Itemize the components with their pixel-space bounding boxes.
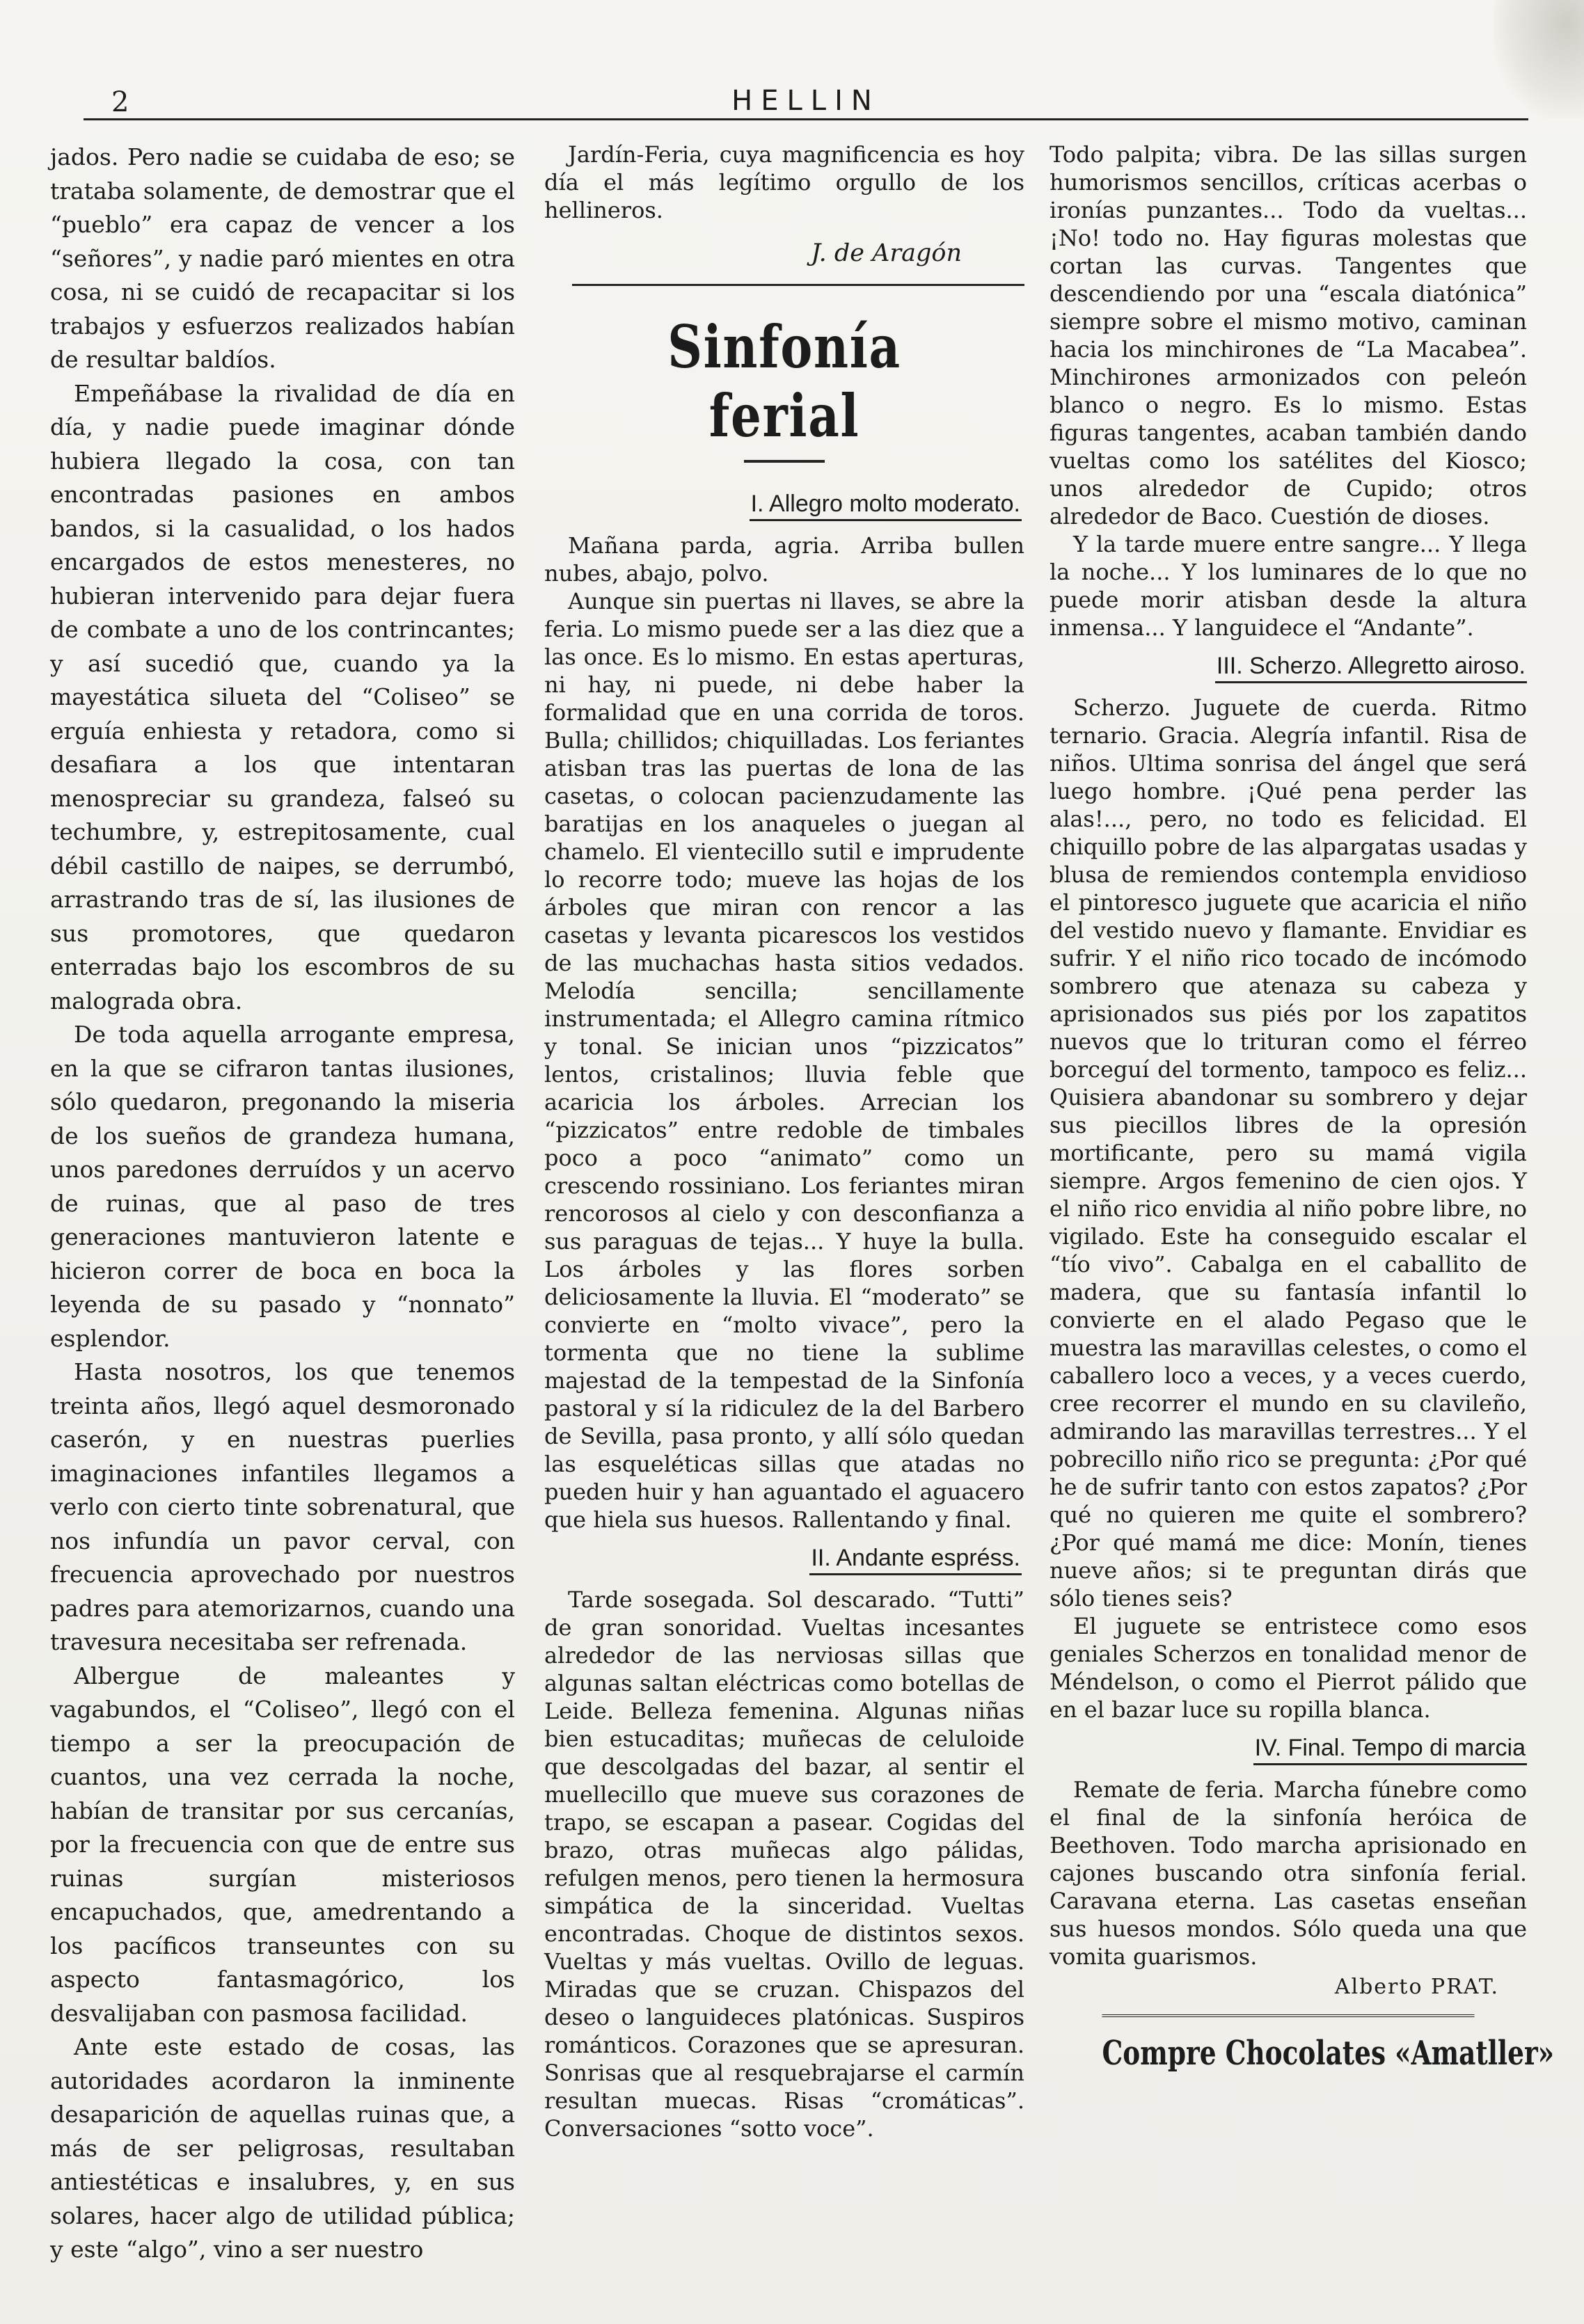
title-underline (744, 460, 825, 463)
running-head (84, 82, 1528, 124)
paragraph: jados. Pero nadie se cuidaba de eso; se trataba solamente, de demostrar que el “pueblo” era capaz de vencer a los “señores”, y nadie paró mientes en otra cosa, ni se cuidó de recapacitar si los trabajos y esfuerzos realizados habían de resultar baldíos. (50, 143, 515, 373)
page-number: 2 (111, 86, 129, 118)
column-2 (544, 141, 1024, 2142)
paragraph: Aunque sin puertas ni llaves, se abre la feria. Lo mismo puede ser a las diez que a las once. Es lo mismo. En estas aperturas, ni hay, ni puede, ni debe haber la formalidad que en una corrida de toros. Bulla; chillidos; chiquilladas. Los feriantes atisban tras las puertas de lona de las casetas, o colocan pacienzudamente las baratijas en los anaqueles o juegan al chamelo. El vientecillo sutil e imprudente lo recorre todo; mueve las hojas de los árboles que miran con rencor a las casetas y levanta picarescos los vestidos de las muchachas hasta sitios vedados. Melodía sencilla; sencillamente instrumentada; el Allegro camina rítmico y tonal. Se inician unos “pizzicatos” lentos, cristalinos; lluvia feble que acaricia los árboles. Arrecian los “pizzicatos” entre redoble de timbales poco a poco “animato” como un crescendo rossiniano. Los feriantes miran rencorosos al cielo y con desconfianza a sus paraguas de tejas... Y huye la bulla. Los árboles y las flores sorben deliciosamente la lluvia. El “moderato” se convierte en “molto vivace”, pero la tormenta que no tiene la sublime majestad de la tempestad de la Sinfonía pastoral y sí la ridiculez de la del Barbero de Sevilla, pasa pronto, y allí sólo quedan las esqueléticas sillas que atadas no pueden huir y han aguantado el aguacero que hiela sus huesos. Rallentando y final. (544, 588, 1024, 1533)
column-1 (50, 141, 515, 2267)
column-3 (1050, 141, 1555, 2073)
paragraph: Empeñábase la rivalidad de día en día, y nadie puede imaginar dónde hubiera llegado la cosa, con tan encontradas pasiones en ambos bandos, si la casualidad, o los hados encargados de estos menesteres, no hubieran intervenido para dejar fuera de combate a uno de los contrincantes; y así sucedió que, cuando ya la mayestática silueta del “Coliseo” se erguía enhiesta y retadora, como si desafiara a los que intentaran menospreciar su grandeza, falseó su techumbre, y, estrepitosamente, cual débil castillo de naipes, se derrumbó, arrastrando tras de sí, las ilusiones de sus promotores, que quedaron enterradas bajo los escombros de su malograda obra. (50, 379, 515, 1014)
paragraph: Tarde sosegada. Sol descarado. “Tutti” de gran sonoridad. Vueltas incesantes alrededor de las nerviosas sillas que algunas saltan eléctricas como botellas de Leide. Belleza femenina. Algunas niñas bien estucaditas; muñecas de celuloide que descolgadas del bazar, al sentir el muellecillo que mueve sus corazones de trapo, se escapan a pasear. Cogidas del brazo, otras muñecas algo pálidas, refulgen menos, pero tienen la hermosura simpática de la sinceridad. Vueltas encontradas. Choque de distintos sexos. Vueltas y más vueltas. Ovillo de leguas. Miradas que se cruzan. Chispazos del deseo o languideces platónicas. Suspiros románticos. Corazones que se apresuran. Sonrisas que al resquebrajarse el carmín resultan muecas. Risas “cromáticas”. Conversaciones “sotto voce”. (544, 1586, 1024, 2142)
movement-heading-2: II. Andante espréss. (544, 1545, 1022, 1575)
paragraph: De toda aquella arrogante empresa, en la que se cifraron tantas ilusiones, sólo quedaron, pregonando la miseria de los sueños de grandeza humana, unos paredones derruídos y un acervo de ruinas, que al paso de tres generaciones mantuvieron latente e hicieron correr de boca en boca la leyenda de su pasado y “nonnato” esplendor. (50, 1021, 515, 1352)
paragraph: Ante este estado de cosas, las autoridades acordaron la inminente desaparición de aquellas ruinas que, a más de ser peligrosas, resultaban antiestéticas e insalubres, y, en sus solares, hacer algo de utilidad pública; y este “algo”, vino a ser nuestro (50, 2033, 515, 2263)
header-rule (84, 118, 1528, 120)
paragraph: Hasta nosotros, los que tenemos treinta años, llegó aquel desmoronado caserón, y en nuestras puerlies imaginaciones infantiles llegamos a verlo con cierto tinte sobrenatural, que nos infundía un pavor cerval, con frecuencia aprovechado por nuestros padres para atemorizarnos, cuando una travesura necesitaba ser refrenada. (50, 1358, 515, 1655)
author-signature: J. de Aragón (811, 239, 962, 267)
article-title: Sinfonía ferial (667, 312, 901, 450)
lead-paragraph: Jardín-Feria, cuya magnificencia es hoy día el más legítimo orgullo de los hellineros. (544, 141, 1024, 223)
author-signature: Alberto PRAT. (1334, 1975, 1499, 1999)
journal-title: HELLIN (731, 85, 880, 117)
paragraph: Todo palpita; vibra. De las sillas surgen humorismos sencillos, críticas acerbas o ironías punzantes... Todo da vueltas... ¡No! todo no. Hay figuras molestas que cortan las curvas. Tangentes que descendiendo por una “escala diatónica” siempre sobre el mismo motivo, caminan hacia los minchirones de “La Macabea”. Minchirones armonizados con peleón blanco o negro. Es lo mismo. Estas figuras tangentes, acaban también dando vueltas como los satélites del Kiosco; unos alrededor de Cupido; otros alrededor de Baco. Cuestión de dioses. (1050, 141, 1527, 530)
movement-heading-1: I. Allegro molto moderato. (544, 491, 1022, 520)
paragraph: Scherzo. Juguete de cuerda. Ritmo ternario. Gracia. Alegría infantil. Risa de niños. Ultima sonrisa del ángel que será luego hombre. ¡Qué pena perder las alas!..., pero, no todo es felicidad. El chiquillo pobre de las alpargatas usadas y blusa de remiendos contempla envidioso el pintoresco juguete que acaricia el niño del vestido nuevo y flamante. Envidiar es sufrir. Y el niño rico tocado de incómodo sombrero que atenaza su cabeza y aprisionados sus piés por los zapatitos nuevos que lo trituran como el férreo borceguí del tormento, tampoco es feliz... Quisiera abandonar su sombrero y dejar sus piecillos libres de la opresión mortificante, pero su mamá vigila siempre. Argos femenino de cien ojos. Y el niño rico envidia al niño pobre libre, no vigilado. Este ha conseguido escalar el “tío vivo”. Cabalga en el caballito de madera, que su fantasía infantil lo convierte en el alado Pegaso que le muestra las maravillas celestes, o como el caballero loco a veces, y a veces cuerdo, cree recorrer el mundo en su clavileño, admirando las maravillas terrestres... Y el pobrecillo niño rico se pregunta: ¿Por qué he de sufrir tanto con estos zapatos? ¿Por qué no quieren me quite el sombrero? ¿Por qué mamá me dice: Monín, tienes nueve años; si te preguntan dirás que sólo tienes seis? (1050, 694, 1527, 1611)
movement-heading-3: III. Scherzo. Allegretto airoso. (1050, 653, 1527, 683)
advertisement: Compre Chocolates «Amatller» (1102, 2014, 1474, 2073)
movement-heading-4: IV. Final. Tempo di marcia (1050, 1735, 1527, 1765)
paragraph: El juguete se entristece como esos geniales Scherzos en tonalidad menor de Méndelson, o como el Pierrot pálido que en el bazar luce su ropilla blanca. (1050, 1613, 1527, 1723)
paragraph: Albergue de maleantes y vagabundos, el “Coliseo”, llegó con el tiempo a ser la preocupación de cuantos, una vez cerrada la noche, habían de transitar por sus cercanías, por la frecuencia con que de entre sus ruinas surgían misteriosos encapuchados, que, amedrentando a los pacíficos transeuntes con su aspecto fantasmagórico, los desvalijaban con pasmosa facilidad. (50, 1662, 515, 2027)
paragraph: Remate de feria. Marcha fúnebre como el final de la sinfonía heróica de Beethoven. Todo marcha aprisionado en cajones buscando otra sinfonía ferial. Caravana eterna. Las casetas enseñan sus huesos mondos. Sólo queda una que vomita guarismos. (1050, 1776, 1527, 1970)
paragraph: Y la tarde muere entre sangre... Y llega la noche... Y los luminares de lo que no puede morir atisban desde la altura inmensa... Y languidece el “Andante”. (1050, 531, 1527, 641)
section-rule (572, 284, 1024, 286)
paragraph: Mañana parda, agria. Arriba bullen nubes, abajo, polvo. (544, 532, 1024, 587)
